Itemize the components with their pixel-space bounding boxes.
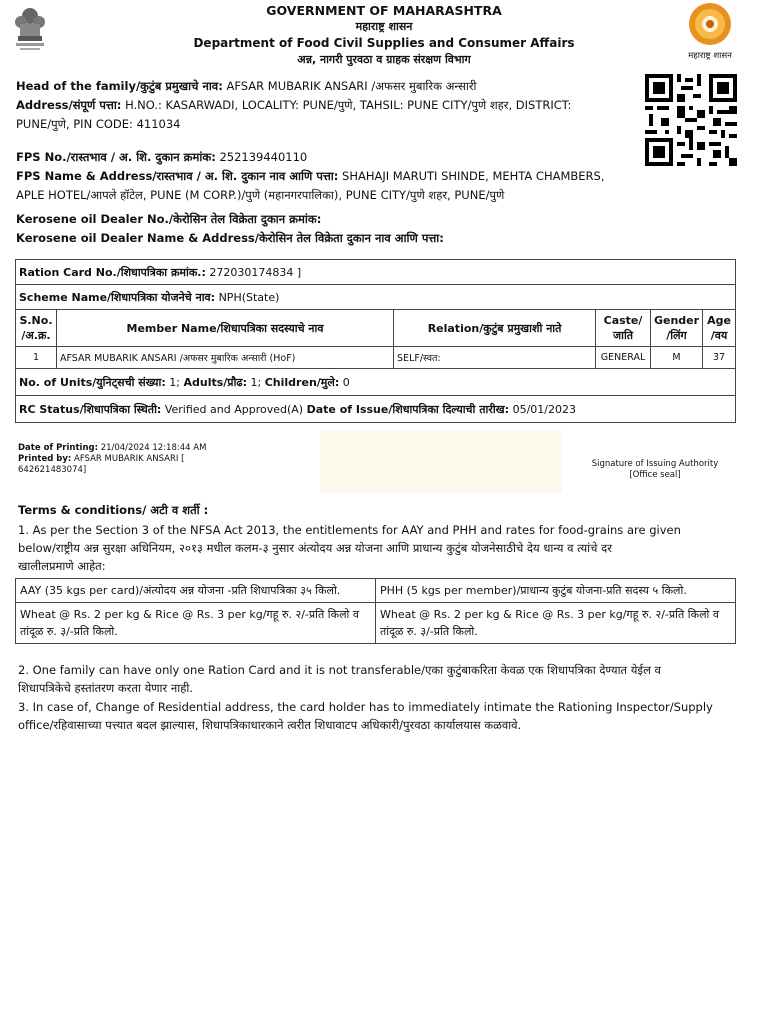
terms-p3-line1: 3. In case of, Change of Residential address, the card holder has to immediately intimate the Rationing Inspector/Supply — [18, 700, 713, 714]
units-value: 1; — [169, 375, 180, 389]
address-line1: H.NO.: KASARWADI, LOCALITY: PUNE/पुणे, TAHSIL: PUNE CITY/पुणे शहर, DISTRICT: — [125, 98, 572, 112]
fps-no-label: FPS No./रास्तभाव / अ. शि. दुकान क्रमांक: — [16, 150, 216, 164]
table-row — [16, 603, 736, 644]
terms-p3-line2: office/रहिवासाच्या पत्त्यात बदल झाल्यास, शिधापत्रिकाधारकाने त्वरीत शिधावाटप अधिकारी/पुरवठा कार्यालयास कळवावे. — [18, 718, 522, 732]
aay-rate: Wheat @ Rs. 2 per kg & Rice @ Rs. 3 per kg/गहू रु. २/-प्रति किलो व तांदूळ रु. ३/-प्रति किलो. — [16, 603, 376, 644]
head-of-family — [16, 77, 636, 96]
kerosene-dealer-number — [16, 210, 636, 229]
printed-by-line2: 642621483074] — [18, 465, 87, 475]
units-label: No. of Units/युनिट्सची संख्या: — [19, 375, 166, 389]
col-age: Age /वय — [703, 310, 736, 347]
adults-label: Adults/प्रौढ: — [183, 375, 248, 389]
col-sno: S.No. /अ.क्र. — [16, 310, 57, 347]
fps-name-line1: SHAHAJI MARUTI SHINDE, MEHTA CHAMBERS, — [342, 169, 605, 183]
kerosene-no-label: Kerosene oil Dealer No./केरोसिन तेल विक्रेता दुकान क्रमांक: — [16, 212, 322, 226]
fps-name-address — [16, 167, 646, 205]
document-header — [0, 2, 768, 67]
phh-quantity: PHH (5 kgs per member)/प्राधान्य कुटुंब योजना-प्रति सदस्य ५ किलो. — [376, 579, 736, 603]
kerosene-dealer-name — [16, 229, 636, 248]
seal-caption: महाराष्ट्र शासन — [688, 51, 732, 61]
issue-date-value: 05/01/2023 — [512, 402, 576, 416]
member-sno: 1 — [16, 347, 57, 369]
status-label: RC Status/शिधापत्रिका स्थिती: — [19, 402, 162, 416]
terms-paragraph-1 — [18, 521, 738, 575]
terms-p1-line1: 1. As per the Section 3 of the NFSA Act 2013, the entitlements for AAY and PHH and rates for food-grains are given — [18, 523, 681, 537]
terms-paragraph-3 — [18, 698, 738, 734]
table-row — [16, 579, 736, 603]
status-row — [16, 396, 736, 423]
children-label: Children/मुले: — [264, 375, 340, 389]
phh-rate: Wheat @ Rs. 2 per kg & Rice @ Rs. 3 per kg/गहू रु. २/-प्रति किलो व तांदूळ रु. ३/-प्रति किलो. — [376, 603, 736, 644]
department-title: Department of Food Civil Supplies and Consumer Affairs — [193, 36, 575, 50]
maharashtra-seal-icon — [680, 2, 740, 64]
table-row — [16, 347, 736, 369]
fps-no-value: 252139440110 — [219, 150, 308, 164]
fps-name-line2: APLE HOTEL/आपले हॉटेल, PUNE (M CORP.)/पुणे (महानगरपालिका), PUNE CITY/पुणे शहर, PUNE/पुणे — [16, 188, 505, 202]
member-age: 37 — [703, 347, 736, 369]
fps-name-label: FPS Name & Address/रास्तभाव / अ. शि. दुकान नाव आणि पत्ता: — [16, 169, 339, 183]
terms-paragraph-2 — [18, 661, 738, 697]
adults-value: 1; — [250, 375, 262, 389]
signature-line1: Signature of Issuing Authority — [591, 459, 719, 469]
gov-title-marathi: महाराष्ट्र शासन — [355, 20, 413, 33]
col-gender: Gender /लिंग — [650, 310, 702, 347]
office-seal-area — [320, 431, 562, 493]
scheme-value: NPH(State) — [218, 290, 280, 304]
units-row — [16, 369, 736, 396]
scheme-row — [16, 285, 736, 310]
col-caste: Caste/ जाति — [596, 310, 651, 347]
printed-by-label: Printed by: — [18, 454, 72, 464]
terms-title: Terms & conditions/ अटी व शर्ती : — [18, 503, 209, 517]
col-member-name: Member Name/शिधापत्रिका सदस्याचे नाव — [56, 310, 393, 347]
gov-title: GOVERNMENT OF MAHARASHTRA — [266, 3, 502, 18]
address-label: Address/संपूर्ण पत्ता: — [16, 98, 122, 112]
rc-value: 272030174834 ] — [209, 265, 302, 279]
terms-p2-line1: 2. One family can have only one Ration Card and it is not transferable/एका कुटुंबाकरिता केवळ एक शिधापत्रिका देण्यात येईल व — [18, 663, 661, 677]
fps-number — [16, 148, 636, 167]
issue-date-label: Date of Issue/शिधापत्रिका दिल्याची तारीख: — [306, 402, 510, 416]
terms-p2-line2: शिधापत्रिकेचे हस्तांतरण करता येणार नाही. — [18, 681, 193, 695]
status-value: Verified and Approved(A) — [164, 402, 304, 416]
entitlement-table — [15, 578, 736, 644]
printed-by-line1: AFSAR MUBARIK ANSARI [ — [74, 454, 185, 464]
aay-quantity: AAY (35 kgs per card)/अंत्योदय अन्न योजना -प्रति शिधापत्रिका ३५ किलो. — [16, 579, 376, 603]
scheme-label: Scheme Name/शिधापत्रिका योजनेचे नाव: — [19, 290, 216, 304]
signature-block — [585, 459, 725, 481]
qr-code-icon — [645, 74, 737, 166]
print-date-value: 21/04/2024 12:18:44 AM — [100, 443, 207, 453]
col-relation: Relation/कुटुंब प्रमुखाशी नाते — [394, 310, 596, 347]
terms-p1-line2: below/राष्ट्रीय अन्न सुरक्षा अधिनियम, २०१३ मधील कलम-३ नुसार अंत्योदय अन्न योजना आणि प्राधान्य कुटुंब योजनेसाठीचे देय धान्य व त्यांचे दर — [18, 541, 612, 555]
member-gender: M — [650, 347, 702, 369]
print-date-label: Date of Printing: — [18, 443, 98, 453]
children-value: 0 — [342, 375, 350, 389]
member-caste: GENERAL — [596, 347, 651, 369]
ration-card-table — [15, 259, 736, 423]
printing-info — [18, 443, 248, 476]
terms-p1-line3: खालीलप्रमाणे आहेत: — [18, 559, 106, 573]
member-name: AFSAR MUBARIK ANSARI /अफसर मुबारिक अन्सारी (HoF) — [56, 347, 393, 369]
department-title-marathi: अन्न, नागरी पुरवठा व ग्राहक संरक्षण विभाग — [297, 53, 471, 66]
head-label: Head of the family/कुटुंब प्रमुखाचे नाव: — [16, 79, 223, 93]
kerosene-name-label: Kerosene oil Dealer Name & Address/केरोसिन तेल विक्रेता दुकान नाव आणि पत्ता: — [16, 231, 444, 245]
address-line2: PUNE/पुणे, PIN CODE: 411034 — [16, 117, 181, 131]
member-table-header — [16, 310, 736, 347]
rc-label: Ration Card No./शिधापत्रिका क्रमांक.: — [19, 265, 206, 279]
member-relation: SELF/स्वत: — [394, 347, 596, 369]
address-block — [16, 96, 636, 134]
rc-number-row — [16, 260, 736, 285]
signature-line2: [Office seal] — [629, 470, 681, 480]
head-value: AFSAR MUBARIK ANSARI /अफसर मुबारिक अन्सारी — [226, 79, 477, 93]
